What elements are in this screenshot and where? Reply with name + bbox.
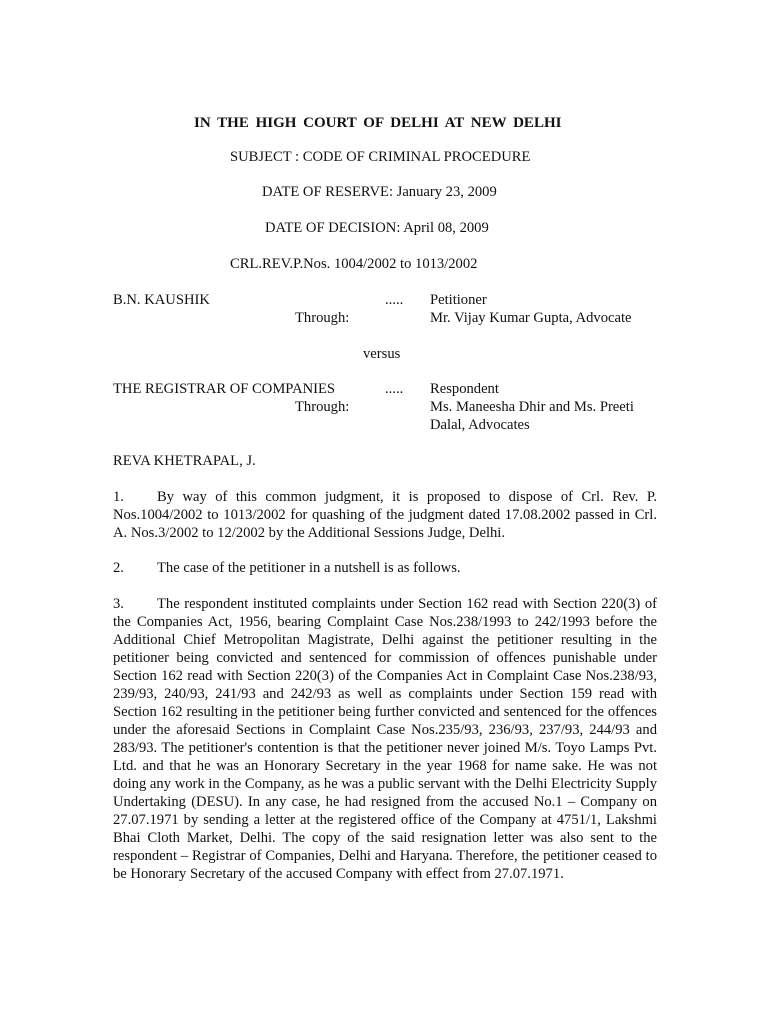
paragraph-1: [113, 488, 657, 542]
paragraph-number: 1.: [113, 489, 124, 505]
petitioner-dots: .....: [385, 292, 404, 308]
respondent-through-label: Through:: [295, 399, 350, 415]
subject-line: SUBJECT : CODE OF CRIMINAL PROCEDURE: [230, 149, 531, 165]
paragraph-number: 2.: [113, 560, 124, 576]
paragraph-text: The case of the petitioner in a nutshell is as follows.: [157, 560, 461, 576]
paragraph-text: By way of this common judgment, it is proposed to dispose of Crl. Rev. P. Nos.1004/2002 to 1013/2002 for quashing of the judgment dated 17.08.2002 passed in Crl. A. Nos.3/2002 to 12/2002 by the Additional Sessions Judge, Delhi.: [113, 489, 657, 541]
judge-name: REVA KHETRAPAL, J.: [113, 453, 256, 469]
versus-label: versus: [363, 346, 401, 362]
respondent-dots: .....: [385, 381, 404, 397]
petitioner-through-label: Through:: [295, 310, 350, 326]
respondent-name: THE REGISTRAR OF COMPANIES: [113, 381, 336, 397]
court-title: IN THE HIGH COURT OF DELHI AT NEW DELHI: [194, 115, 562, 131]
paragraph-2: [113, 559, 657, 577]
date-of-reserve: DATE OF RESERVE: January 23, 2009: [262, 184, 497, 200]
paragraph-text: The respondent instituted complaints under Section 162 read with Section 220(3) of the Companies Act, 1956, bearing Complaint Case Nos.238/1993 to 242/1993 before the Additional Chief Metropolitan Magistrate, Delhi against the petitioner resulting in the petitioner being convicted and sentenced for commission of offences punishable under Section 162 read with Section 220(3) of the Companies Act in Complaint Case Nos.238/93, 239/93, 240/93, 241/93 and 242/93 as well as complaints under Section 159 read with Section 162 resulting in the petitioner being further convicted and sentenced for the offences under the aforesaid Sections in Complaint Case Nos.235/93, 236/93, 237/93, 244/93 and 283/93. The petitioner's contention is that the petitioner never joined M/s. Toyo Lamps Pvt. Ltd. and that he was an Honorary Secretary in the year 1968 for name sake. He was not doing any work in the Company, as he was a public servant with the Delhi Electricity Supply Undertaking (DESU). In any case, he had resigned from the accused No.1 – Company on 27.07.1971 by sending a letter at the registered office of the Company at 4751/1, Lakshmi Bhai Cloth Market, Delhi. The copy of the said resignation letter was also sent to the respondent – Registrar of Companies, Delhi and Haryana. Therefore, the petitioner ceased to be Honorary Secretary of the accused Company with effect from 27.07.1971.: [113, 596, 657, 882]
paragraph-number: 3.: [113, 596, 124, 612]
date-of-decision: DATE OF DECISION: April 08, 2009: [265, 220, 489, 236]
petitioner-name: B.N. KAUSHIK: [113, 292, 210, 308]
respondent-role: Respondent: [430, 381, 499, 397]
petitioner-counsel: Mr. Vijay Kumar Gupta, Advocate: [430, 310, 632, 326]
case-numbers: CRL.REV.P.Nos. 1004/2002 to 1013/2002: [230, 256, 478, 272]
respondent-counsel-line2: Dalal, Advocates: [430, 417, 530, 433]
respondent-counsel-line1: Ms. Maneesha Dhir and Ms. Preeti: [430, 399, 634, 415]
petitioner-role: Petitioner: [430, 292, 487, 308]
paragraph-3: [113, 595, 657, 883]
